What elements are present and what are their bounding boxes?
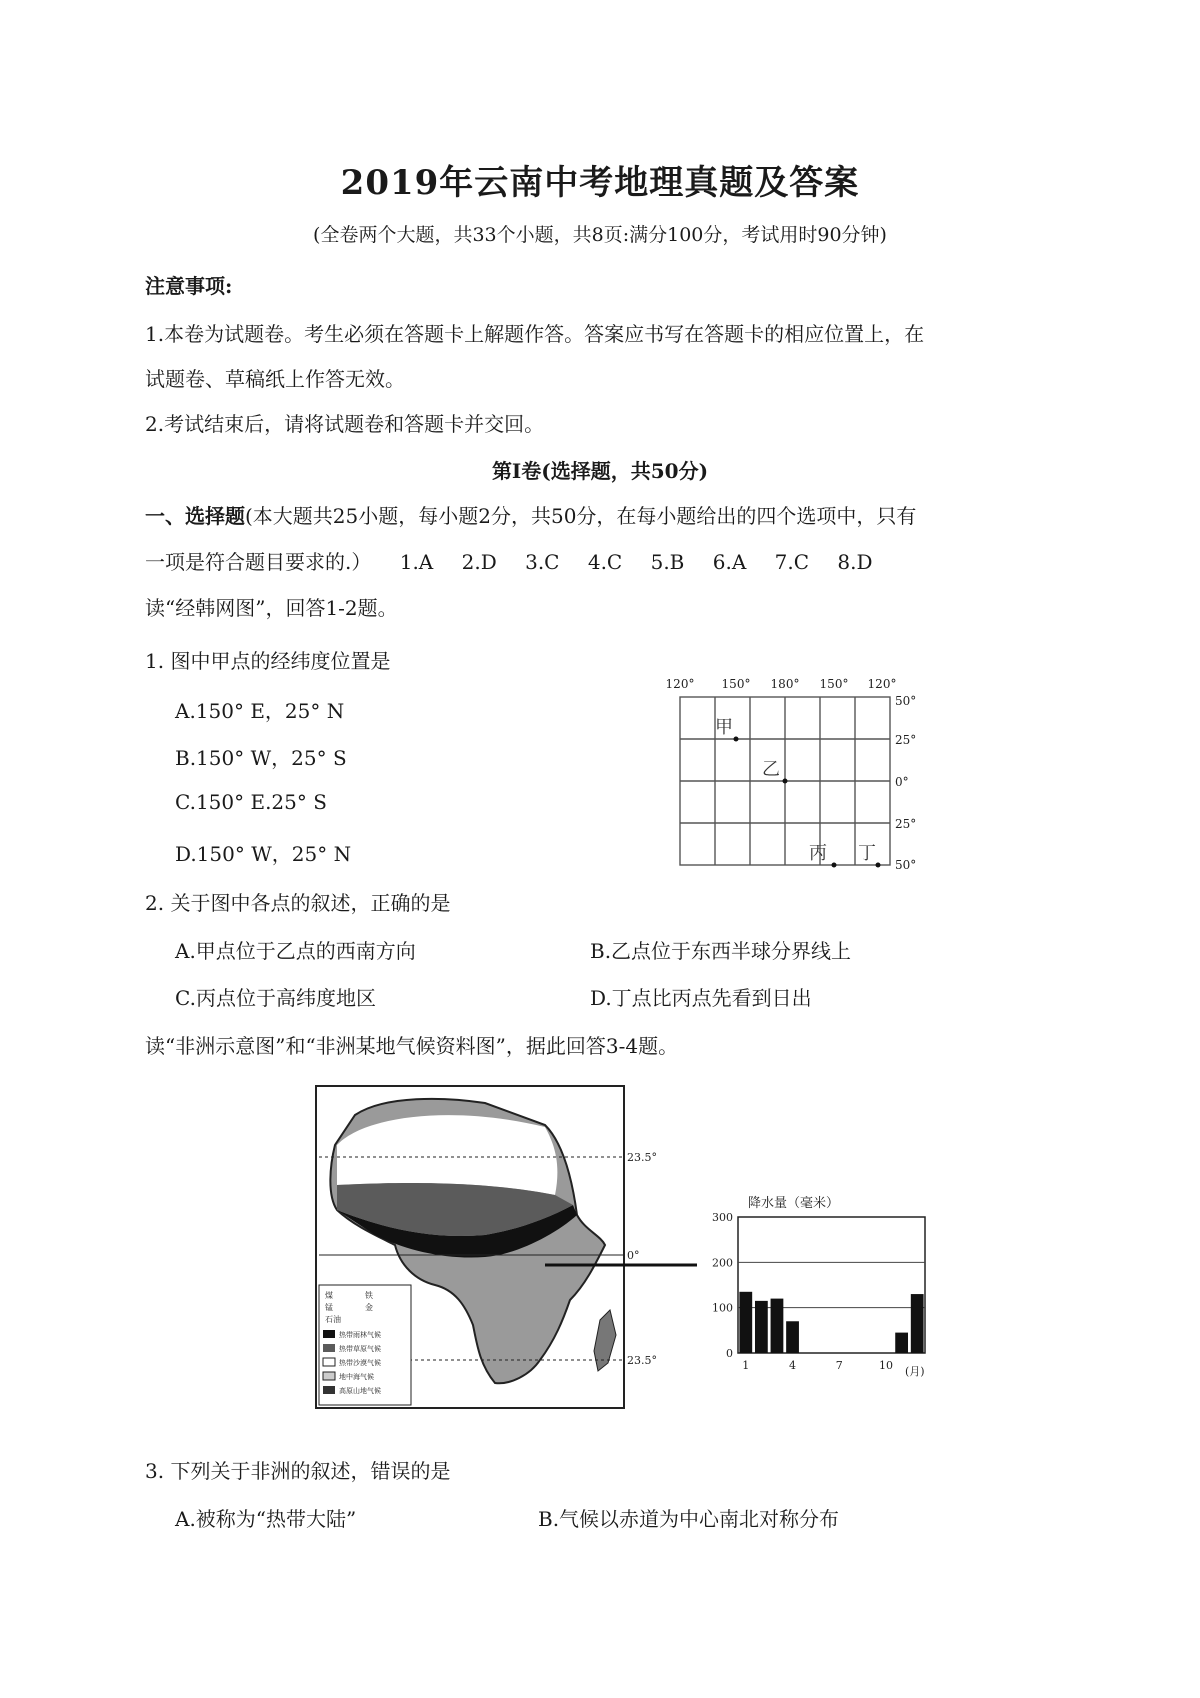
chart-title: 降水量（毫米）: [748, 1196, 840, 1211]
point-ding: [876, 863, 881, 868]
africa-lat-label-2: 0°: [627, 1249, 640, 1262]
legend-swatch-savanna: [323, 1344, 335, 1352]
y-tick-label: 0: [726, 1347, 733, 1360]
point-label-jia: 甲: [715, 717, 733, 738]
y-tick-label: 200: [712, 1256, 733, 1270]
graticule-map: [665, 665, 930, 875]
precip-bar-month-11: [895, 1333, 908, 1353]
legend-oil: 石油: [325, 1315, 341, 1324]
y-tick-label: 100: [712, 1301, 733, 1315]
legend-highland: 高原山地气候: [339, 1387, 381, 1395]
precip-bar-month-12: [911, 1294, 924, 1353]
lon-label-150e: 150°: [819, 677, 849, 691]
q3-stem: 3. 下列关于非洲的叙述，错误的是: [145, 1459, 451, 1483]
legend-swatch-rainforest: [323, 1330, 335, 1338]
answer-6: 6.A: [712, 550, 747, 574]
precip-bar-month-4: [786, 1321, 799, 1353]
q1-option-c: C.150° E.25° S: [175, 790, 327, 814]
lat-label-50s: 50°: [895, 858, 917, 872]
q2-stem: 2. 关于图中各点的叙述，正确的是: [145, 891, 451, 915]
q1-option-a: A.150° E，25° N: [175, 699, 345, 723]
precipitation-chart: [700, 1185, 945, 1390]
answer-4: 4.C: [587, 550, 623, 574]
legend-swatch-mediterranean: [323, 1372, 335, 1380]
point-label-yi: 乙: [762, 759, 780, 780]
x-tick-label: 4: [789, 1359, 797, 1372]
section-line-2: [145, 546, 895, 575]
legend-savanna: 热带草原气候: [339, 1345, 381, 1353]
page-subtitle: (全卷两个大题，共33个小题，共8页:满分100分，考试用时90分钟): [313, 224, 887, 246]
lat-label-0: 0°: [895, 775, 909, 789]
point-jia: [734, 737, 739, 742]
legend-coal: 煤: [325, 1291, 333, 1300]
lon-label-120e: 120°: [867, 677, 897, 691]
point-yi: [783, 779, 788, 784]
q1-option-d: D.150° W，25° N: [175, 842, 352, 866]
africa-lat-label-1: 23.5°: [627, 1151, 657, 1164]
y-tick-label: 300: [712, 1211, 733, 1224]
legend-rainforest: 热带雨林气候: [339, 1331, 381, 1339]
answer-8: 8.D: [837, 550, 873, 574]
x-unit-label: (月): [905, 1365, 925, 1378]
legend-manganese: 锰: [325, 1303, 333, 1312]
lat-label-25n: 25°: [895, 733, 917, 747]
answer-7: 7.C: [774, 550, 810, 574]
q2-option-a: A.甲点位于乙点的西南方向: [175, 939, 416, 963]
answer-1: 1.A: [399, 550, 434, 574]
x-tick-label: 7: [835, 1359, 843, 1372]
q3-option-a: A.被称为“热带大陆”: [175, 1507, 357, 1531]
desert-zone: [337, 1115, 557, 1195]
section-header: 第Ⅰ卷(选择题，共50分): [491, 459, 709, 483]
lon-label-180: 180°: [770, 677, 800, 691]
page-title: 2019年云南中考地理真题及答案: [340, 163, 860, 203]
point-label-ding: 丁: [858, 843, 876, 864]
q1-stem: 1. 图中甲点的经纬度位置是: [145, 649, 391, 673]
precip-bar-month-3: [771, 1299, 784, 1353]
notice-heading: 注意事项:: [145, 274, 233, 298]
intro-2: 读“非洲示意图”和“非洲某地气候资料图”，据此回答3-4题。: [145, 1034, 679, 1058]
q2-option-b: B.乙点位于东西半球分界线上: [590, 939, 852, 963]
lon-label-120w: 120°: [665, 677, 695, 691]
q1-option-b: B.150° W，25° S: [175, 746, 347, 770]
legend-gold: 金: [365, 1303, 373, 1312]
africa-lat-label-3: 23.5°: [627, 1354, 657, 1367]
answer-5: 5.B: [650, 550, 685, 574]
precip-bar-month-2: [755, 1301, 768, 1353]
madagascar: [594, 1310, 616, 1371]
africa-map: [315, 1085, 695, 1415]
answer-2: 2.D: [461, 550, 497, 574]
point-bing: [832, 863, 837, 868]
answer-3: 3.C: [525, 550, 560, 574]
q3-option-b: B.气候以赤道为中心南北对称分布: [538, 1507, 840, 1531]
notice-item-1-line-1: 1.本卷为试题卷。考生必须在答题卡上解题作答。答案应书写在答题卡的相应位置上，在: [145, 322, 925, 346]
q2-option-d: D.丁点比丙点先看到日出: [590, 986, 812, 1010]
notice-item-1-line-2: 试题卷、草稿纸上作答无效。: [145, 367, 405, 391]
precip-bar-month-1: [739, 1292, 752, 1353]
section-heading: [145, 500, 916, 529]
x-tick-label: 1: [742, 1359, 750, 1372]
legend-desert: 热带沙漠气候: [339, 1359, 381, 1367]
lat-label-25s: 25°: [895, 817, 917, 831]
legend-iron: 铁: [365, 1291, 373, 1300]
legend-swatch-desert: [323, 1358, 335, 1366]
intro-1: 读“经韩网图”，回答1-2题。: [145, 596, 398, 620]
q2-option-c: C.丙点位于高纬度地区: [175, 986, 376, 1010]
point-label-bing: 丙: [809, 843, 827, 864]
section-heading-bold: 一、选择题: [145, 504, 245, 528]
legend-swatch-highland: [323, 1386, 335, 1394]
lon-label-150w: 150°: [721, 677, 751, 691]
section-line-2-text: 一项是符合题目要求的.）: [145, 550, 372, 574]
notice-item-2: 2.考试结束后，请将试题卷和答题卡并交回。: [145, 412, 545, 436]
lat-label-50n: 50°: [895, 694, 917, 708]
x-tick-label: 10: [879, 1359, 894, 1372]
legend-mediterranean: 地中海气候: [339, 1373, 374, 1381]
section-heading-rest: (本大题共25小题，每小题2分，共50分，在每小题给出的四个选项中，只有: [245, 504, 917, 528]
